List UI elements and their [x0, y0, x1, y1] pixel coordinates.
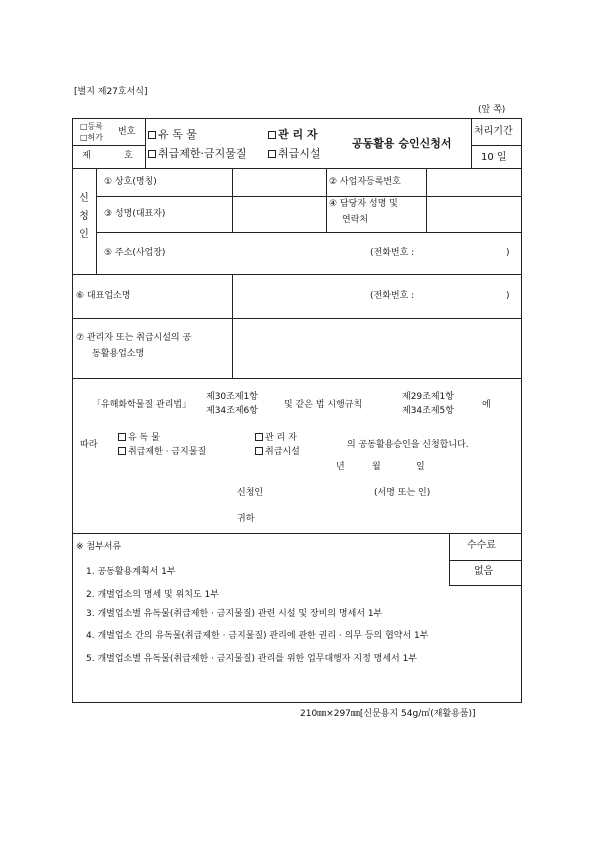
shared-company-label-1: ⑦ 관리자 또는 취급시설의 공 — [76, 333, 192, 343]
checkbox-icon[interactable] — [255, 447, 263, 455]
shared-company-field[interactable] — [233, 319, 521, 378]
checkbox-icon[interactable] — [268, 131, 276, 139]
rep-company-phone-close: ) — [506, 291, 510, 301]
register-option[interactable]: □등록 — [80, 122, 104, 131]
attachment-item: 1. 공동활용계획서 1부 — [86, 567, 176, 577]
fee-value: 없음 — [474, 566, 494, 577]
period-label: 처리기간 — [474, 126, 513, 137]
shared-company-label-2: 동활용업소명 — [92, 349, 145, 359]
applicant-sign-label: 신청인 — [237, 488, 264, 498]
same-law-rule: 및 같은 법 시행규칙 — [284, 400, 363, 410]
attachment-item: 2. 개별업소의 명세 및 위치도 1부 — [86, 590, 219, 600]
seq-label-prefix: 제 — [82, 151, 91, 161]
contact-label-1: ④ 담당자 성명 및 — [329, 199, 398, 209]
facility-checkbox-option[interactable]: 취급시설 — [268, 148, 321, 159]
law-article-1: 제30조제1항 — [206, 392, 258, 402]
body-manager-option[interactable]: 관 리 자 — [255, 433, 297, 443]
toxic-checkbox-option[interactable]: 유 독 물 — [148, 129, 197, 140]
attachment-item: 4. 개별업소 간의 유독물(취급제한 · 금지물질) 관리에 관한 권리 · 의무 등의 협약서 1부 — [86, 631, 429, 641]
attachment-item: 3. 개별업소별 유독물(취급제한 · 금지물질) 관련 시설 및 장비의 명세서 1부 — [86, 609, 383, 619]
biz-reg-no-field[interactable] — [427, 169, 521, 196]
checkbox-icon[interactable] — [118, 447, 126, 455]
address-phone-label: (전화번호 : — [370, 248, 415, 258]
company-name-label: ① 상호(명칭) — [104, 177, 157, 187]
checkbox-icon[interactable] — [255, 433, 263, 441]
request-text: 의 공동활용승인을 신청합니다. — [347, 440, 469, 450]
address-phone-close: ) — [506, 248, 510, 258]
sign-or-seal-label: (서명 또는 인) — [374, 488, 431, 498]
particle-text: 에 — [482, 400, 491, 410]
applicant-sign-field[interactable] — [276, 484, 368, 500]
day-label: 일 — [416, 462, 425, 472]
rep-company-phone-label: (전화번호 : — [370, 291, 415, 301]
law-article-2: 제34조제6항 — [206, 406, 258, 416]
attachments-heading: ※ 첨부서류 — [76, 542, 122, 552]
body-facility-option[interactable]: 취급시설 — [255, 447, 300, 457]
law-name: 「유해화학물질 관리법」 — [92, 400, 192, 410]
manager-checkbox-option[interactable]: 관 리 자 — [268, 129, 318, 140]
contact-label-2: 연락처 — [342, 215, 369, 225]
permit-option[interactable]: □허가 — [80, 133, 104, 142]
addressee-label: 귀하 — [237, 514, 255, 524]
rep-name-field[interactable] — [233, 197, 325, 232]
number-label: 번호 — [118, 127, 136, 137]
biz-reg-no-label: ② 사업자등록번호 — [329, 177, 401, 187]
year-label: 년 — [336, 462, 345, 472]
contact-field[interactable] — [427, 197, 521, 232]
form-title: 공동활용 승인신청서 — [352, 137, 452, 150]
checkbox-icon[interactable] — [118, 433, 126, 441]
company-name-field[interactable] — [233, 169, 325, 196]
address-label: ⑤ 주소(사업장) — [104, 248, 166, 258]
attachment-item: 5. 개별업소별 유독물(취급제한 · 금지물질) 관리를 위한 업무대행자 지정 명세서 1부 — [86, 654, 418, 664]
period-value: 10 일 — [481, 152, 507, 163]
checkbox-icon[interactable] — [148, 131, 156, 139]
applicant-section-label: 신 청 인 — [79, 193, 89, 240]
form-id: [별지 제27호서식] — [74, 87, 148, 97]
body-restricted-option[interactable]: 취급제한 · 금지물질 — [118, 447, 206, 457]
rule-article-1: 제29조제1항 — [402, 392, 454, 402]
accordingly-text: 따라 — [80, 440, 98, 450]
restricted-checkbox-option[interactable]: 취급제한·금지물질 — [148, 148, 247, 159]
checkbox-icon[interactable] — [268, 150, 276, 158]
seq-label-suffix: 호 — [124, 151, 133, 161]
fee-label: 수수료 — [467, 540, 496, 551]
month-label: 월 — [372, 462, 381, 472]
checkbox-icon[interactable] — [148, 150, 156, 158]
front-label: (앞 쪽) — [478, 105, 506, 115]
paper-spec: 210㎜×297㎜[신문용지 54g/㎡(재활용품)] — [300, 709, 476, 719]
body-toxic-option[interactable]: 유 독 물 — [118, 433, 160, 443]
rule-article-2: 제34조제5항 — [402, 406, 454, 416]
rep-company-label: ⑥ 대표업소명 — [76, 291, 131, 301]
rep-name-label: ③ 성명(대표자) — [104, 209, 166, 219]
